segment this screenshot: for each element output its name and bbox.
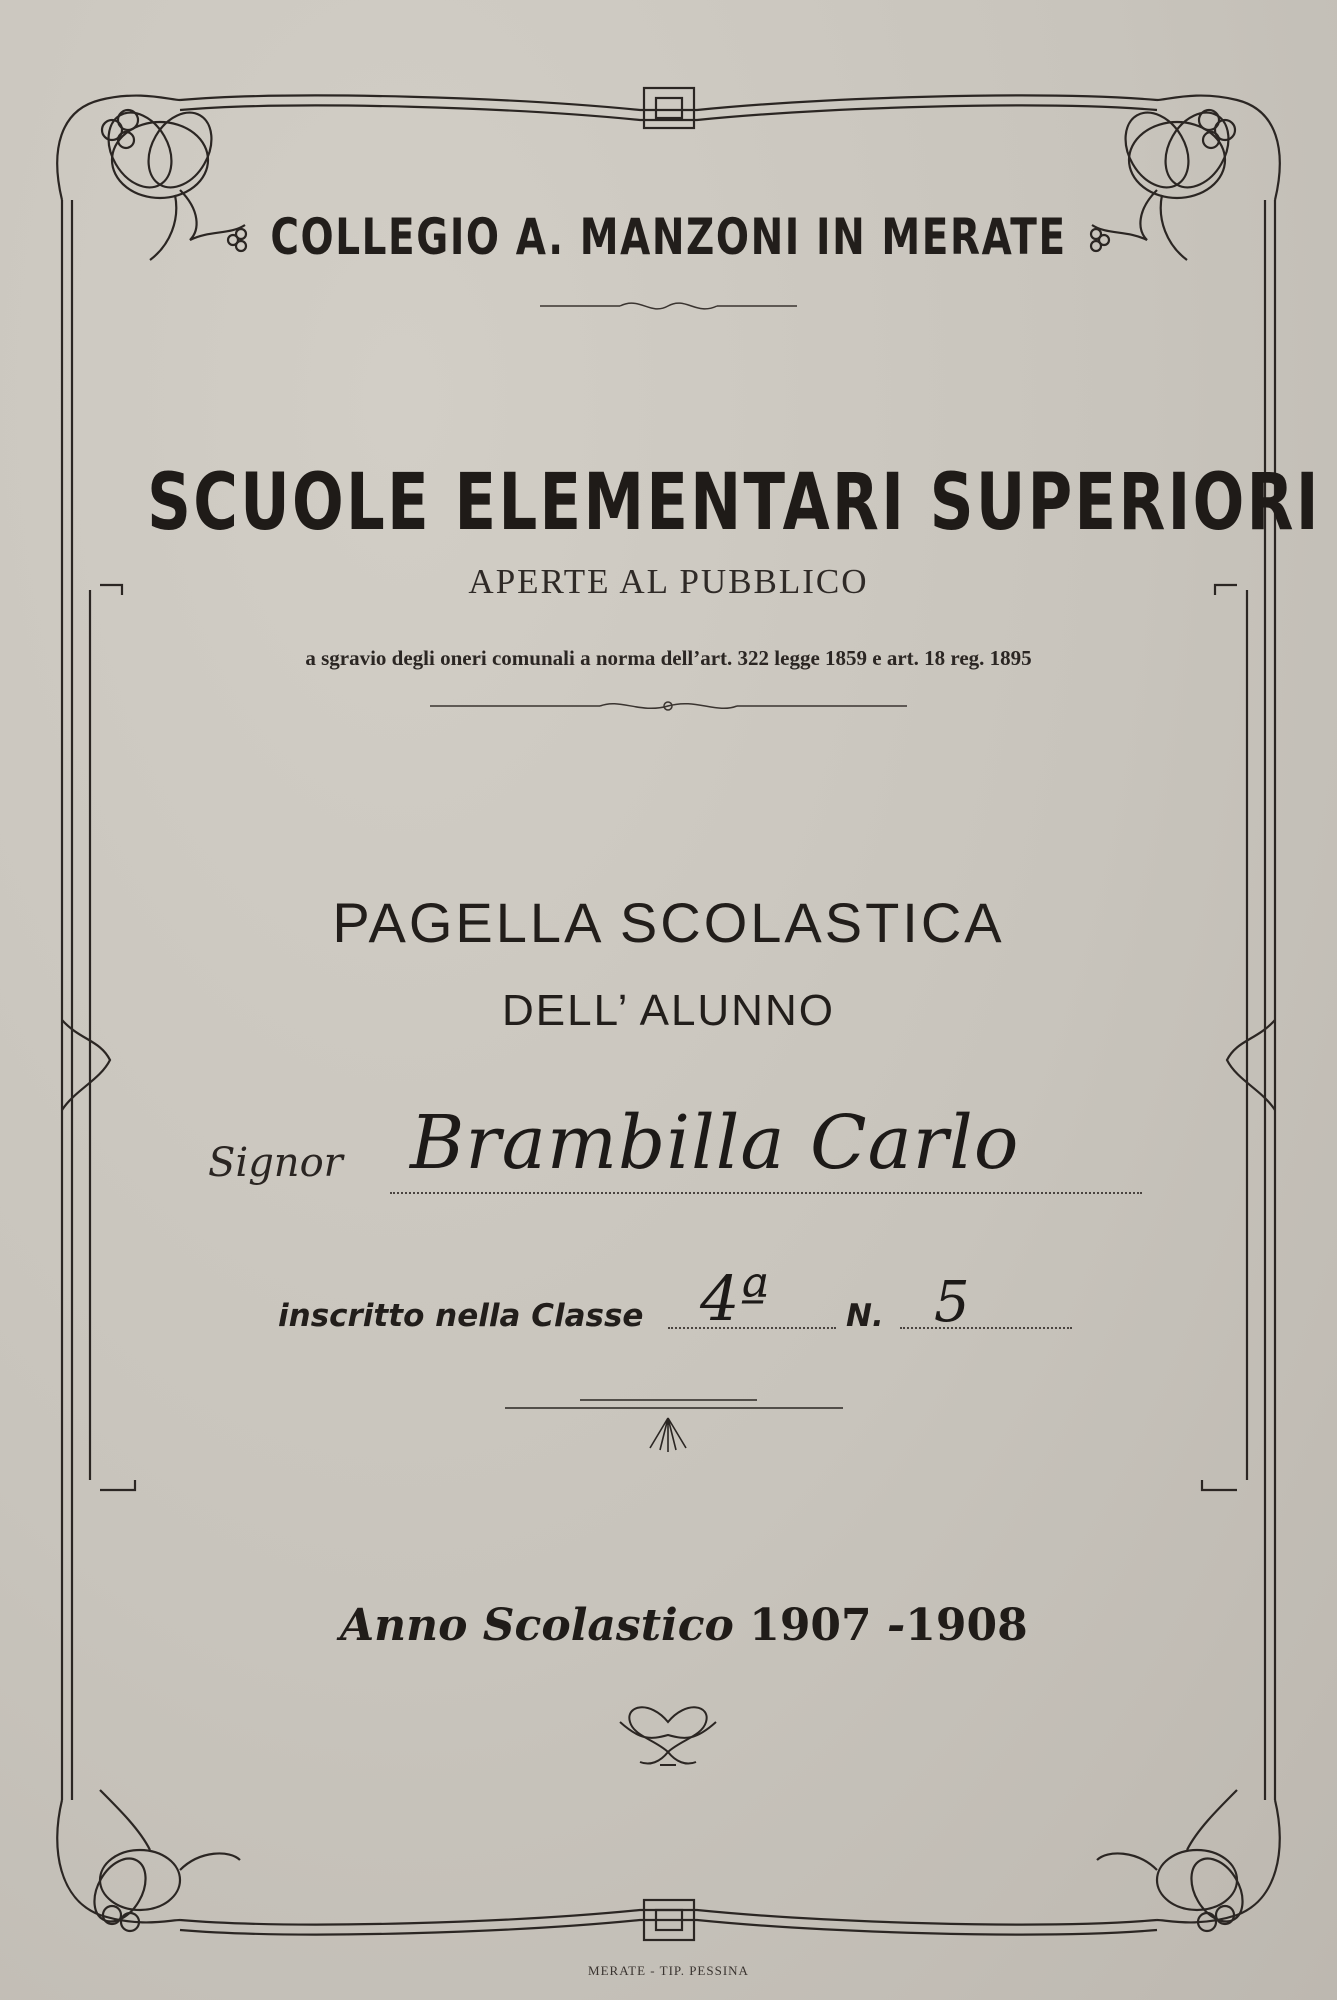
college-name: COLLEGIO A. MANZONI IN MERATE bbox=[270, 208, 1067, 266]
signor-label: Signor bbox=[208, 1140, 343, 1186]
school-year-start: 1907 bbox=[749, 1600, 872, 1651]
number-value-handwritten: 5 bbox=[934, 1270, 970, 1335]
school-year-end: 1908 bbox=[905, 1600, 1028, 1651]
number-label: N. bbox=[846, 1298, 884, 1334]
student-name-handwritten: Brambilla Carlo bbox=[410, 1100, 1020, 1186]
school-year bbox=[340, 1600, 1028, 1651]
class-label: inscritto nella Classe bbox=[278, 1298, 644, 1334]
school-year-separator: - bbox=[887, 1600, 906, 1651]
school-type-heading: SCUOLE ELEMENTARI SUPERIORI bbox=[147, 458, 1321, 548]
school-year-label: Anno Scolastico bbox=[340, 1600, 734, 1651]
pupil-subtitle: DELL’ ALUNNO bbox=[502, 986, 835, 1035]
name-dotted-line bbox=[390, 1192, 1142, 1194]
report-card-title: PAGELLA SCOLASTICA bbox=[332, 891, 1005, 954]
number-dotted-line bbox=[900, 1327, 1072, 1329]
public-access-note: APERTE AL PUBBLICO bbox=[468, 562, 869, 601]
legal-reference: a sgravio degli oneri comunali a norma dell’art. 322 legge 1859 e art. 18 reg. 1895 bbox=[305, 646, 1032, 670]
class-value-handwritten: 4ª bbox=[700, 1262, 769, 1335]
printer-imprint: MERATE - TIP. PESSINA bbox=[588, 1963, 749, 1978]
